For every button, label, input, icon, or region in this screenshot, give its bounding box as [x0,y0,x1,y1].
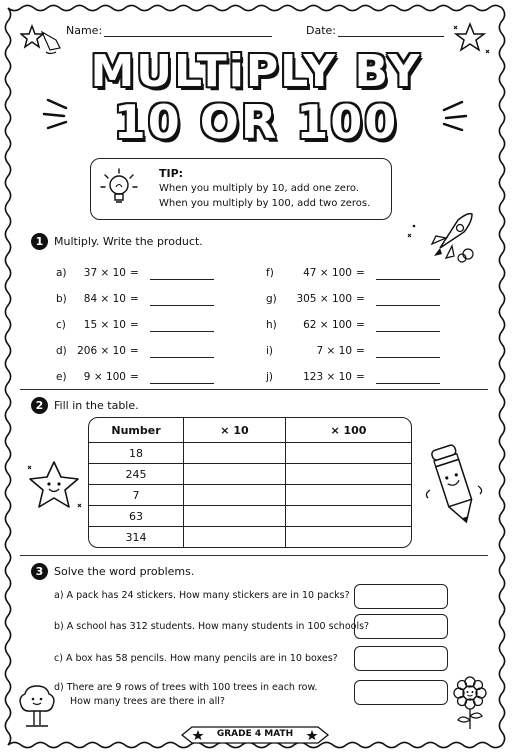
name-label: Name: [66,24,103,37]
table-cell-number: 18 [89,443,184,464]
problem-letter: g) [266,293,277,305]
table-header-times-10: × 10 [184,418,286,443]
smiling-star-icon [24,458,84,514]
section-divider [20,389,488,390]
word-problem-b: b) A school has 312 students. How many students in 100 schools? [54,621,370,632]
section-3-title: Solve the word problems. [54,565,195,578]
problem-letter: a) [56,267,67,279]
table-row [89,506,411,527]
sparkle-left-icon [40,92,80,132]
problem-expression: 62 × 100 [303,319,352,331]
table-cell-number: 245 [89,464,184,485]
problem-expression: 84 × 10 [83,293,126,305]
section-divider [20,555,488,556]
footer-label: GRADE 4 MATH [216,729,294,739]
equals-sign: = [356,345,365,357]
answer-line[interactable] [376,331,440,332]
problem-expression: 47 × 100 [303,267,352,279]
problem-expression: 123 × 10 [303,371,352,383]
problem-letter: j) [266,371,274,383]
table-cell-times-100[interactable] [286,527,411,547]
problem-expression: 9 × 100 [83,371,126,383]
lightbulb-icon [97,165,141,213]
table-header-times-100: × 100 [286,418,411,443]
table-row [89,485,411,506]
equals-sign: = [130,293,139,305]
problem-letter: c) [56,319,66,331]
table-cell-times-10[interactable] [184,485,286,506]
answer-line[interactable] [150,357,214,358]
title-line-1: MULTiPLY BY [90,46,422,97]
problem-letter: f) [266,267,274,279]
section-2-title: Fill in the table. [54,399,139,412]
table-header-number: Number [89,418,184,443]
equals-sign: = [356,319,365,331]
answer-line[interactable] [150,383,214,384]
problem-letter: b) [56,293,67,305]
title-line-2: 10 OR 100 [113,95,399,149]
problem-expression: 37 × 10 [83,267,126,279]
section-1-title: Multiply. Write the product. [54,235,203,248]
problem-expression: 206 × 10 [77,345,126,357]
tip-line-2: When you multiply by 100, add two zeros. [159,198,371,209]
answer-box-c[interactable] [354,646,448,671]
sparkle-right-icon [430,94,470,134]
tip-box [90,158,392,220]
answer-box-b[interactable] [354,614,448,639]
date-field[interactable] [338,36,444,37]
section-2-number: 2 [31,397,48,414]
section-1-number: 1 [31,233,48,250]
tip-title: TIP: [159,167,184,180]
table-row [89,443,411,464]
equals-sign: = [130,319,139,331]
table-cell-times-100[interactable] [286,506,411,527]
answer-line[interactable] [376,357,440,358]
tip-line-1: When you multiply by 10, add one zero. [159,183,359,194]
table-row [89,464,411,485]
problem-letter: h) [266,319,277,331]
answer-line[interactable] [376,305,440,306]
answer-line[interactable] [150,331,214,332]
problem-letter: i) [266,345,274,357]
equals-sign: = [356,267,365,279]
problem-expression: 15 × 10 [83,319,126,331]
rocket-icon [400,206,486,268]
table-cell-times-10[interactable] [184,527,286,547]
problem-letter: e) [56,371,67,383]
table-cell-times-100[interactable] [286,464,411,485]
word-problem-a: a) A pack has 24 stickers. How many stickers are in 10 packs? [54,590,350,601]
smiling-flower-icon [448,676,492,734]
multiplication-table [88,417,412,548]
table-cell-times-100[interactable] [286,443,411,464]
answer-line[interactable] [150,279,214,280]
equals-sign: = [130,267,139,279]
footer-badge [180,725,330,745]
word-problem-d-line-2: How many trees are there in all? [70,696,225,707]
section-3-number: 3 [31,563,48,580]
equals-sign: = [130,345,139,357]
word-problem-d-line-1: d) There are 9 rows of trees with 100 trees in each row. [54,682,318,693]
equals-sign: = [130,371,139,383]
name-field[interactable] [104,36,272,37]
answer-box-d[interactable] [354,680,448,705]
table-cell-number: 63 [89,506,184,527]
problem-expression: 305 × 100 [296,293,352,305]
table-cell-number: 7 [89,485,184,506]
table-cell-times-10[interactable] [184,443,286,464]
problem-letter: d) [56,345,67,357]
table-cell-times-10[interactable] [184,506,286,527]
smiling-tree-icon [16,682,58,730]
answer-box-a[interactable] [354,584,448,609]
answer-line[interactable] [376,279,440,280]
table-cell-times-100[interactable] [286,485,411,506]
word-problem-c: c) A box has 58 pencils. How many pencils are in 10 boxes? [54,653,338,664]
table-row [89,527,411,547]
date-label: Date: [306,24,336,37]
table-cell-times-10[interactable] [184,464,286,485]
answer-line[interactable] [150,305,214,306]
answer-line[interactable] [376,383,440,384]
equals-sign: = [356,293,365,305]
table-cell-number: 314 [89,527,184,547]
equals-sign: = [356,371,365,383]
problem-expression: 7 × 10 [316,345,352,357]
smiling-pencil-icon [422,440,486,528]
